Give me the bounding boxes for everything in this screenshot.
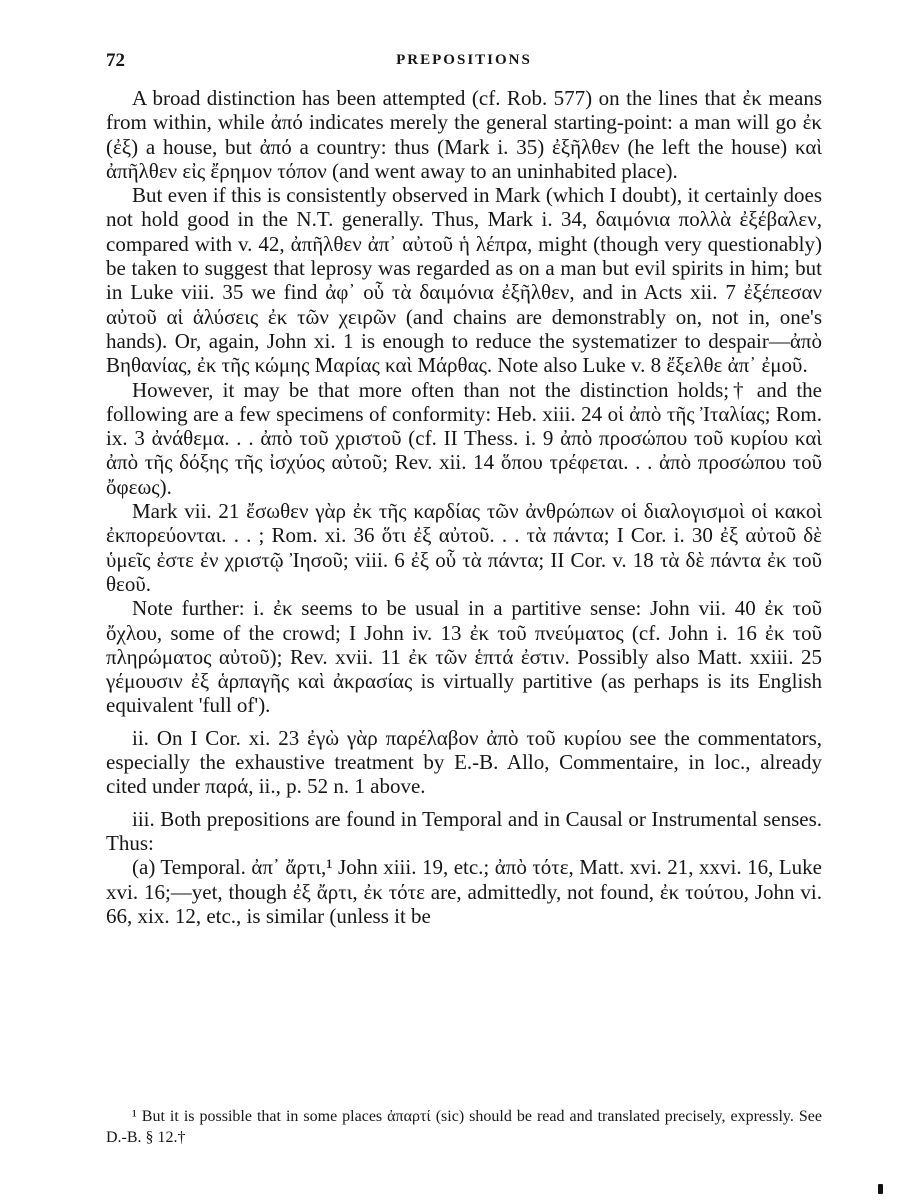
paragraph-6: ii. On I Cor. xi. 23 ἐγὼ γὰρ παρέλαβον ἀπὸ τοῦ κυρίου see the commentators, especially the exhaustive treatment by E.-B. Allo, Commentaire, in loc., already cited under παρά, ii., p. 52 n. 1 above. xyxy=(106,725,822,799)
paragraph-2: But even if this is consistently observed in Mark (which I doubt), it certainly does not hold good in the N.T. generally. Thus, Mark i. 34, δαιμόνια πολλὰ ἐξέβαλεν, compared with v. 42, ἀπῆλθεν ἀπ᾽ αὐτοῦ ἡ λέπρα, might (though very questionably) be taken to suggest that leprosy was regarded as on a man but evil spirits in him; but in Luke viii. 35 we find ἀφ᾽ οὗ τὰ δαιμόνια ἐξῆλθεν, and in Acts xii. 7 ἐξέπεσαν αὐτοῦ αἱ ἁλύσεις ἐκ τῶν χειρῶν (and chains are demonstrably on, not in, one's hands). Or, again, John xi. 1 is enough to reduce the systematizer to despair—ἀπὸ Βηθανίας, ἐκ τῆς κώμης Μαρίας καὶ Μάρθας. Note also Luke v. 8 ἔξελθε ἀπ᾽ ἐμοῦ. xyxy=(106,183,822,378)
paragraph-7: iii. Both prepositions are found in Temporal and in Causal or Instrumental senses. Thus: xyxy=(106,806,822,855)
footnote xyxy=(106,1106,822,1148)
paragraph-4: Mark vii. 21 ἔσωθεν γὰρ ἐκ τῆς καρδίας τῶν ἀνθρώπων οἱ διαλογισμοὶ οἱ κακοὶ ἐκπορεύονται. . . ; Rom. xi. 36 ὅτι ἐξ αὐτοῦ. . . τὰ πάντα; I Cor. i. 30 ἐξ αὐτοῦ δὲ ὑμεῖς ἐστε ἐν χριστῷ Ἰησοῦ; viii. 6 ἐξ οὗ τὰ πάντα; II Cor. v. 18 τὰ δὲ πάντα ἐκ τοῦ θεοῦ. xyxy=(106,499,822,596)
body-text xyxy=(106,86,822,928)
paragraph-3: However, it may be that more often than not the distinction holds;† and the following are a few specimens of conformity: Heb. xiii. 24 οἱ ἀπὸ τῆς Ἰταλίας; Rom. ix. 3 ἀνάθεμα. . . ἀπὸ τοῦ χριστοῦ (cf. II Thess. i. 9 ἀπὸ προσώπου τοῦ κυρίου καὶ ἀπὸ τῆς δόξης τῆς ἰσχύος αὐτοῦ; Rev. xii. 14 ὅπου τρέφεται. . . ἀπὸ προσώπου τοῦ ὄφεως). xyxy=(106,377,822,499)
running-head: PREPOSITIONS xyxy=(396,52,532,68)
page-header xyxy=(106,50,822,76)
page-number: 72 xyxy=(106,50,125,71)
paragraph-8: (a) Temporal. ἀπ᾽ ἄρτι,¹ John xiii. 19, etc.; ἀπὸ τότε, Matt. xvi. 21, xxvi. 16, Luke xvi. 16;—yet, though ἐξ ἄρτι, ἐκ τότε are, admittedly, not found, ἐκ τούτου, John vi. 66, xix. 12, etc., is similar (unless it be xyxy=(106,855,822,928)
paragraph-5: Note further: i. ἐκ seems to be usual in a partitive sense: John vii. 40 ἐκ τοῦ ὄχλου, some of the crowd; I John iv. 13 ἐκ τοῦ πνεύματος (cf. John i. 16 ἐκ τοῦ πληρώματος αὐτοῦ); Rev. xvii. 11 ἐκ τῶν ἑπτά ἐστιν. Possibly also Matt. xxiii. 25 γέμουσιν ἐξ ἁρπαγῆς καὶ ἀκρασίας is virtually partitive (as perhaps is its English equivalent 'full of'). xyxy=(106,596,822,718)
paragraph-1: A broad distinction has been attempted (cf. Rob. 577) on the lines that ἐκ means from within, while ἀπό indicates merely the general starting-point: a man will go ἐκ (ἐξ) a house, but ἀπό a country: thus (Mark i. 35) ἐξῆλθεν (he left the house) καὶ ἀπῆλθεν εἰς ἔρημον τόπον (and went away to an uninhabited place). xyxy=(106,86,822,183)
footnote-text: ¹ But it is possible that in some places ἀπαρτί (sic) should be read and translated precisely, expressly. See D.-B. § 12.† xyxy=(106,1108,822,1146)
margin-mark xyxy=(878,1184,883,1194)
